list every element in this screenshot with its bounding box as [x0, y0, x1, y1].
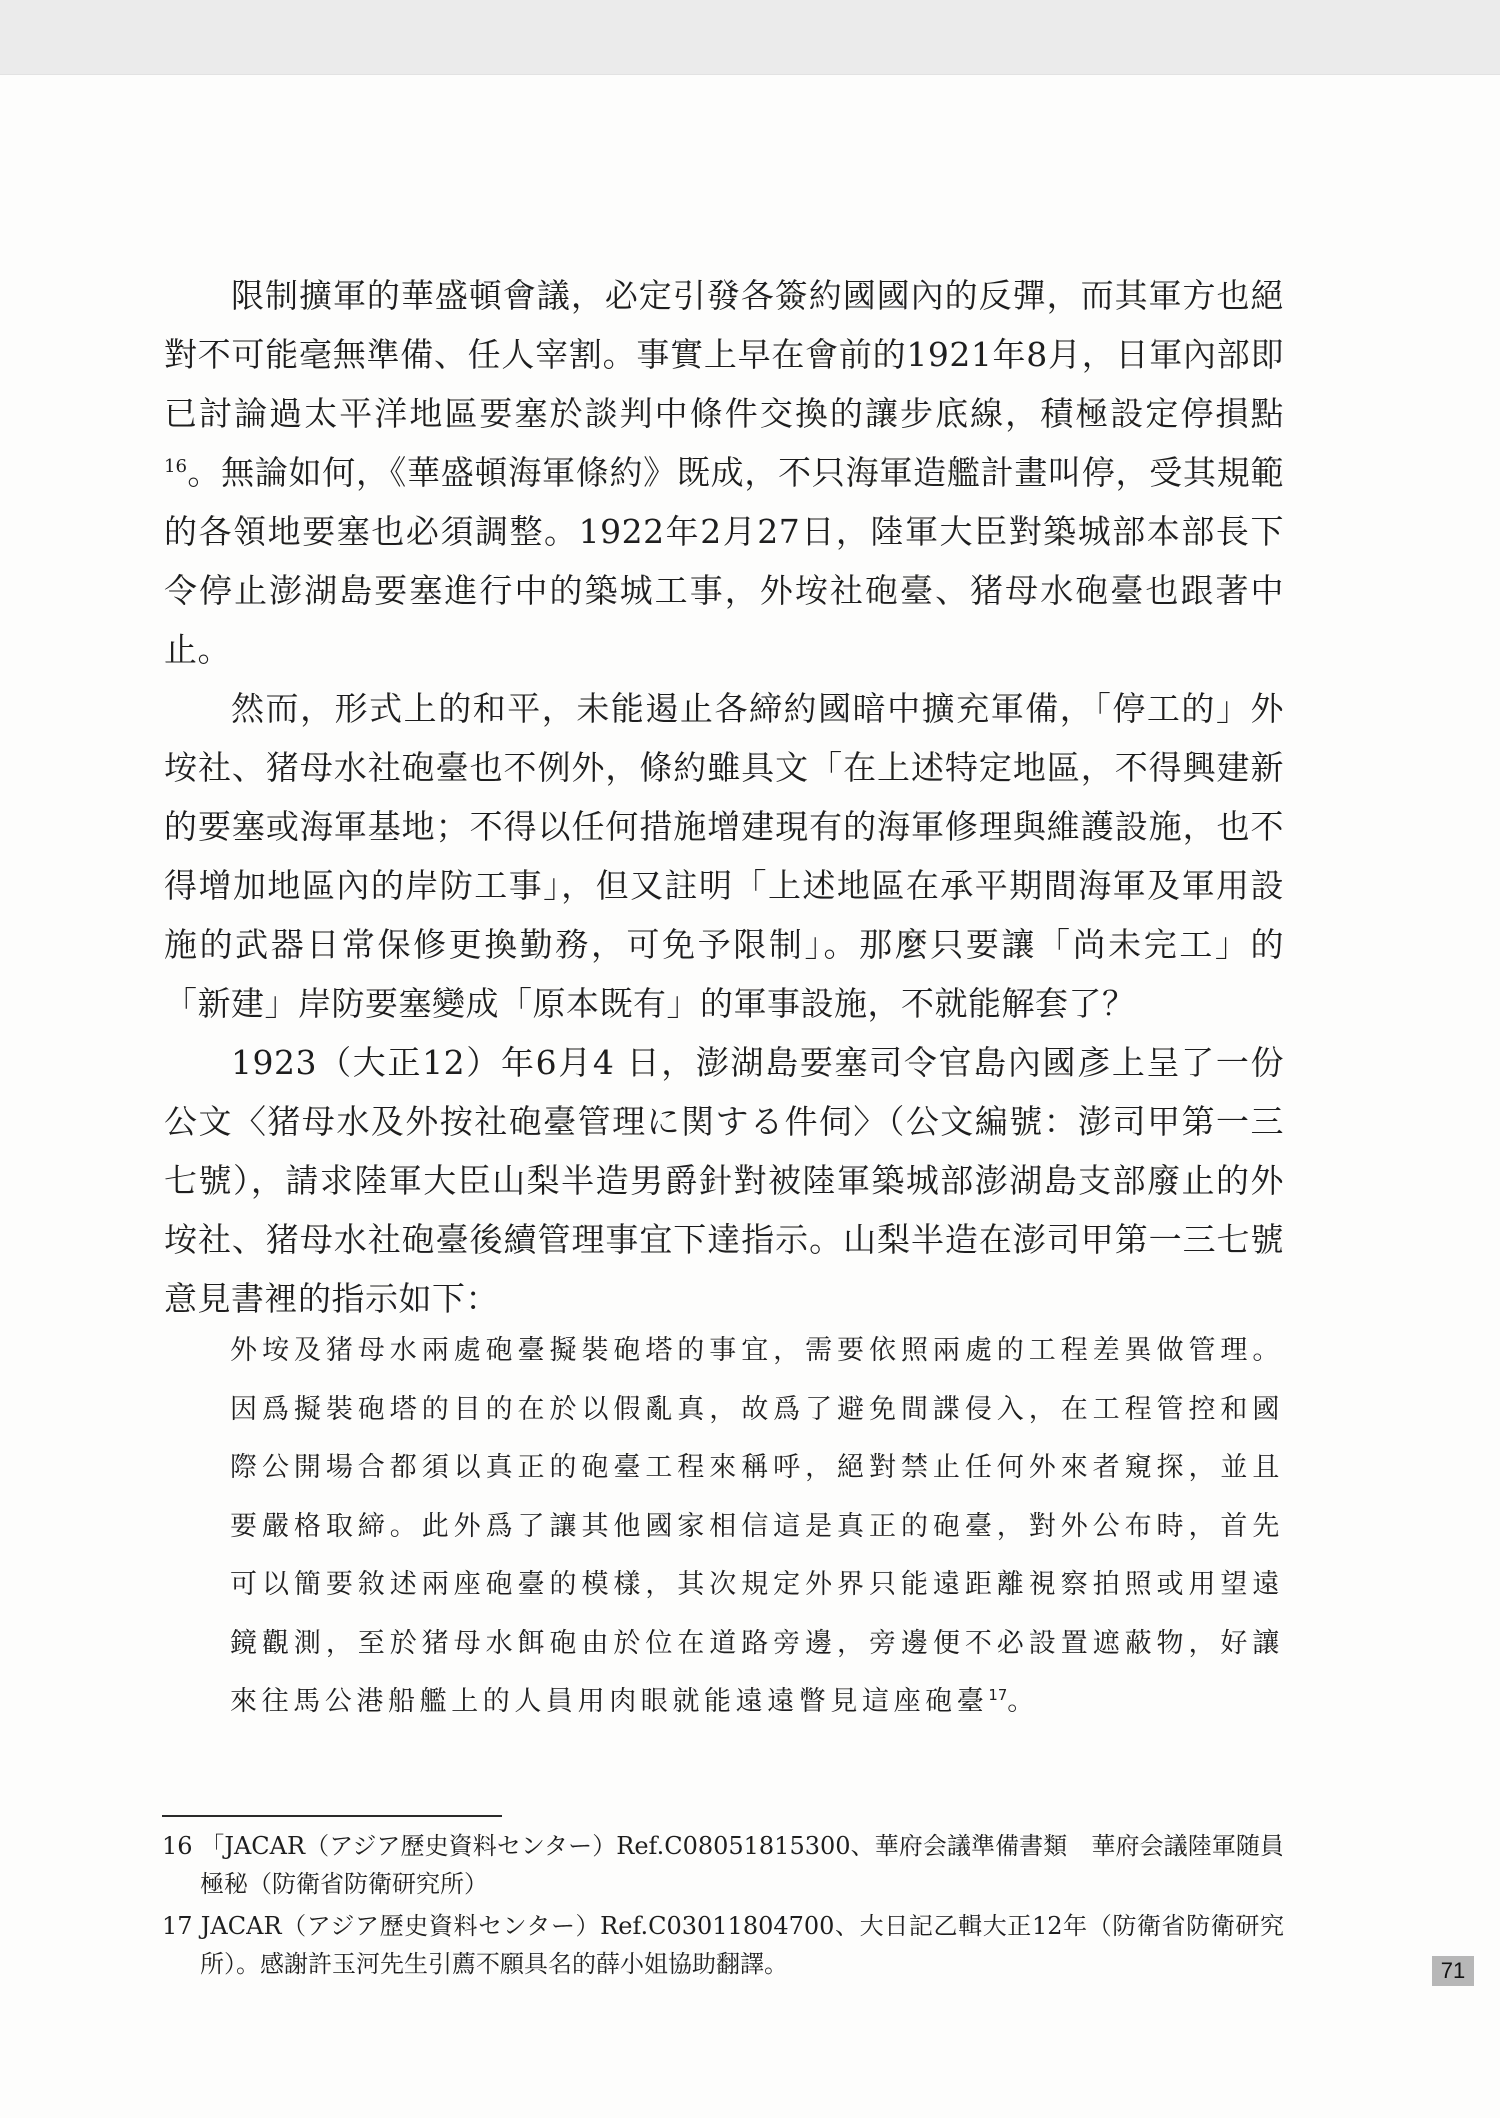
- footnote-ref-16: 16: [164, 456, 188, 477]
- paragraph-3: 1923（大正12）年6月4 日，澎湖島要塞司令官島內國彥上呈了一份公文〈猪母水及外按社砲臺管理に関する件伺〉（公文編號：澎司甲第一三七號），請求陸軍大臣山梨半造男爵針對被陸軍築城部澎湖島支部廢止的外垵社、猪母水社砲臺後續管理事宜下達指示。山梨半造在澎司甲第一三七號意見書裡的指示如下：: [164, 1043, 1284, 1318]
- paragraph-2: 然而，形式上的和平，未能遏止各締約國暗中擴充軍備，「停工的」外垵社、猪母水社砲臺也不例外，條約雖具文「在上述特定地區，不得興建新的要塞或海軍基地；不得以任何措施增建現有的海軍修理與維護設施，也不得增加地區內的岸防工事」，但又註明「上述地區在承平期間海軍及軍用設施的武器日常保修更換勤務，可免予限制」。那麼只要讓「尚未完工」的「新建」岸防要塞變成「原本既有」的軍事設施，不就能解套了？: [164, 689, 1284, 1023]
- paragraph-1: [164, 266, 1284, 679]
- paragraph-1-text: 限制擴軍的華盛頓會議，必定引發各簽約國國內的反彈，而其軍方也絕對不可能毫無準備、任人宰割。事實上早在會前的1921年8月，日軍內部即已討論過太平洋地區要塞於談判中條件交換的讓步底線，積極設定停損點: [164, 276, 1284, 433]
- footnote-divider: [162, 1815, 502, 1817]
- body-text: [164, 266, 1284, 1328]
- footnote-16: [162, 1827, 1284, 1903]
- paragraph-1-rest: 。無論如何，《華盛頓海軍條約》既成，不只海軍造艦計畫叫停，受其規範的各領地要塞也必須調整。1922年2月27日，陸軍大臣對築城部本部長下令停止澎湖島要塞進行中的築城工事，外垵社砲臺、猪母水砲臺也跟著中止。: [164, 453, 1284, 669]
- page-number: 71: [1432, 1956, 1474, 1986]
- footnote-number: 16: [162, 1832, 193, 1860]
- block-quote: [230, 1322, 1284, 1732]
- footnote-text: JACAR（アジア歷史資料センター）Ref.C03011804700、大日記乙輯大正12年（防衛省防衛研究所）。感謝許玉河先生引薦不願具名的薛小姐協助翻譯。: [200, 1912, 1284, 1978]
- footnotes: [162, 1827, 1284, 1987]
- footnote-17: [162, 1907, 1284, 1983]
- footnote-text: 「JACAR（アジア歷史資料センター）Ref.C08051815300、華府会議準備書類 華府会議陸軍随員極秘（防衛省防衛研究所）: [200, 1832, 1284, 1898]
- page-top-band: [0, 0, 1500, 75]
- block-quote-text: 外垵及猪母水兩處砲臺擬裝砲塔的事宜，需要依照兩處的工程差異做管理。因爲擬裝砲塔的目的在於以假亂真，故爲了避免間諜侵入，在工程管控和國際公開場合都須以真正的砲臺工程來稱呼，絕對禁止任何外來者窺探，並且要嚴格取締。此外爲了讓其他國家相信這是真正的砲臺，對外公布時，首先可以簡要敘述兩座砲臺的模樣，其次規定外界只能遠距離視察拍照或用望遠鏡觀測，至於猪母水餌砲由於位在道路旁邊，旁邊便不必設置遮蔽物，好讓來往馬公港船艦上的人員用肉眼就能遠遠瞥見這座砲臺: [230, 1335, 1284, 1717]
- footnote-number: 17: [162, 1912, 193, 1940]
- block-quote-end: 。: [1007, 1686, 1039, 1717]
- footnote-ref-17: 17: [988, 1686, 1008, 1704]
